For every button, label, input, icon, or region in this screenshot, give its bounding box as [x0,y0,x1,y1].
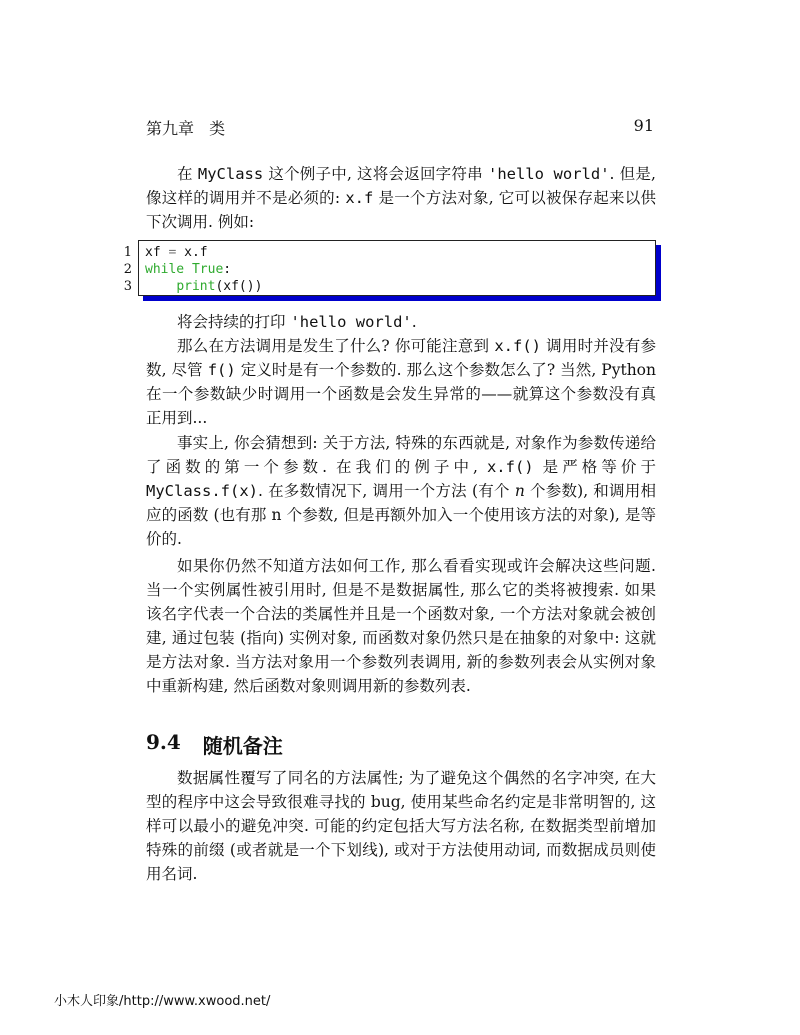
paragraph-1 [146,162,656,234]
text: 这个例子中, 这将会返回字符串 [263,165,488,183]
text: 事实上, 你会猜想到: 关于方法, 特殊的东西就是, 对象作为参数传递给了函数的第一个参数. 在我们的例子中, [146,434,656,476]
chapter-label: 第九章 [146,119,195,138]
code-keyword: while [145,262,185,277]
text: . 在多数情况下, 调用一个方法 (有个 [257,482,515,500]
code-keyword: print [176,279,216,294]
section-title: 随机备注 [202,734,283,758]
page-number: 91 [633,116,654,135]
code-token: : [223,262,232,277]
text: . 但是, 像这样的调用并不是必须的: [146,165,656,207]
inline-code: f() [207,361,236,379]
code-block [138,240,656,296]
footer-watermark: 小木人印象/http://www.xwood.net/ [54,994,271,1009]
code-line [145,244,208,261]
chapter-title: 类 [209,119,226,138]
paragraph-6: 数据属性覆写了同名的方法属性; 为了避免这个偶然的名字冲突, 在大型的程序中这会导致很难寻找的 bug, 使用某些命名约定是非常明智的, 这样可以最小的避免冲突. 可能的约定包括大写方法名称, 在数据类型前增加特殊的前缀 (或者就是一个下划线), 或对于方法使用动词, 而数据成员则使用名词. [146,769,656,883]
text: 调用时并没有参数, 尽管 [146,337,656,379]
page-header [146,116,654,139]
inline-code: MyClass [197,165,264,183]
code-operator: = [168,245,177,260]
section-heading [146,730,283,759]
chapter-heading [146,116,235,139]
math-variable: n [514,482,525,500]
text: 将会持续的打印 [177,313,291,331]
code-token [145,279,176,294]
line-number: 1 [123,245,132,260]
code-line [145,261,231,278]
paragraph-3 [146,334,656,430]
inline-code: x.f() [486,458,534,476]
code-line [145,278,262,295]
paragraph-5: 如果你仍然不知道方法如何工作, 那么看看实现或许会解决这些问题. 当一个实例属性被引用时, 但是不是数据属性, 那么它的类将被搜索. 如果该名字代表一个合法的类属性并且是一个函数对象, 一个方法对象就会被创建, 通过包装 (指向) 实例对象, 而函数对象仍然只是在抽象的对象中: 这就是方法对象. 当方法对象用一个参数列表调用, 新的参数列表会从实例对象中重新构建, 然后函数对象则调用新的参数列表. [146,557,656,695]
text: 在 [177,165,198,183]
inline-code: 'hello world' [290,313,412,331]
code-token: x.f [176,245,208,260]
inline-code: x.f [345,189,374,207]
text: 那么在方法调用是发生了什么? 你可能注意到 [177,337,495,355]
inline-code: x.f() [494,337,542,355]
text: 是一个方法对象, 它可以被保存起来以供下次调用. 例如: [146,189,656,231]
section-number: 9.4 [146,730,181,754]
inline-code: MyClass.f(x) [146,482,258,500]
text: 个参数), 和调用相应的函数 (也有那 n 个参数, 但是再额外加入一个使用该方法的对象), 是等价的. [146,482,656,548]
paragraph-4 [146,431,656,551]
text: 是严格等价于 [533,458,656,476]
line-number: 3 [123,279,132,294]
code-token [184,262,192,277]
inline-code: 'hello world' [487,165,610,183]
text: . [411,313,417,331]
paragraph-2 [146,310,656,334]
code-token: xf [145,245,169,260]
text: 定义时是有一个参数的. 那么这个参数怎么了? 当然, Python 在一个参数缺少时调用一个函数是会发生异常的——就算这个参数没有真正用到... [146,361,656,427]
code-token: (xf()) [215,279,263,294]
line-number: 2 [123,262,132,277]
code-keyword: True [191,262,224,277]
